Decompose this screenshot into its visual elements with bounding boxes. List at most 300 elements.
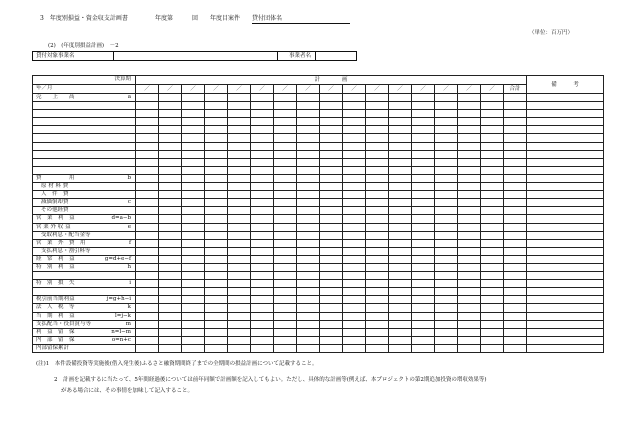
plan-cell[interactable] — [182, 150, 205, 158]
plan-cell[interactable] — [366, 215, 389, 223]
plan-cell[interactable] — [274, 207, 297, 215]
plan-cell[interactable] — [343, 320, 366, 328]
plan-cell[interactable] — [320, 134, 343, 142]
plan-cell[interactable] — [458, 142, 481, 150]
plan-cell[interactable] — [366, 110, 389, 118]
plan-cell[interactable] — [435, 328, 458, 336]
plan-cell[interactable] — [458, 183, 481, 191]
year-month-input-13[interactable]: ／ — [412, 85, 435, 94]
plan-cell[interactable] — [343, 312, 366, 320]
plan-cell[interactable] — [228, 312, 251, 320]
remarks-cell[interactable] — [527, 223, 604, 231]
plan-cell[interactable] — [159, 272, 182, 280]
plan-cell[interactable] — [366, 239, 389, 247]
plan-cell[interactable] — [435, 255, 458, 263]
plan-cell[interactable] — [435, 94, 458, 102]
plan-cell[interactable] — [251, 102, 274, 110]
plan-cell[interactable] — [297, 296, 320, 304]
plan-cell[interactable] — [274, 102, 297, 110]
plan-cell[interactable] — [205, 288, 228, 296]
plan-cell[interactable] — [136, 296, 159, 304]
total-cell[interactable] — [504, 134, 527, 142]
plan-cell[interactable] — [458, 312, 481, 320]
plan-cell[interactable] — [159, 158, 182, 166]
plan-cell[interactable] — [251, 118, 274, 126]
plan-cell[interactable] — [228, 118, 251, 126]
plan-cell[interactable] — [435, 320, 458, 328]
plan-cell[interactable] — [228, 247, 251, 255]
plan-cell[interactable] — [251, 247, 274, 255]
plan-cell[interactable] — [435, 166, 458, 174]
plan-cell[interactable] — [274, 142, 297, 150]
plan-cell[interactable] — [159, 296, 182, 304]
plan-cell[interactable] — [228, 158, 251, 166]
plan-cell[interactable] — [343, 134, 366, 142]
plan-cell[interactable] — [274, 231, 297, 239]
plan-cell[interactable] — [182, 247, 205, 255]
plan-cell[interactable] — [320, 239, 343, 247]
plan-cell[interactable] — [481, 263, 504, 271]
plan-cell[interactable] — [182, 231, 205, 239]
remarks-cell[interactable] — [527, 280, 604, 288]
plan-cell[interactable] — [343, 344, 366, 352]
plan-cell[interactable] — [136, 158, 159, 166]
plan-cell[interactable] — [205, 320, 228, 328]
total-cell[interactable] — [504, 150, 527, 158]
plan-cell[interactable] — [182, 207, 205, 215]
plan-cell[interactable] — [159, 312, 182, 320]
total-cell[interactable] — [504, 102, 527, 110]
plan-cell[interactable] — [458, 231, 481, 239]
plan-cell[interactable] — [320, 102, 343, 110]
plan-cell[interactable] — [320, 336, 343, 344]
plan-cell[interactable] — [251, 134, 274, 142]
plan-cell[interactable] — [458, 239, 481, 247]
plan-cell[interactable] — [412, 174, 435, 182]
plan-cell[interactable] — [205, 94, 228, 102]
year-month-input-11[interactable]: ／ — [366, 85, 389, 94]
remarks-cell[interactable] — [527, 102, 604, 110]
plan-cell[interactable] — [136, 174, 159, 182]
plan-cell[interactable] — [343, 223, 366, 231]
plan-cell[interactable] — [389, 142, 412, 150]
plan-cell[interactable] — [205, 328, 228, 336]
plan-cell[interactable] — [389, 215, 412, 223]
total-cell[interactable] — [504, 207, 527, 215]
plan-cell[interactable] — [182, 199, 205, 207]
plan-cell[interactable] — [412, 215, 435, 223]
total-cell[interactable] — [504, 158, 527, 166]
plan-cell[interactable] — [366, 304, 389, 312]
plan-cell[interactable] — [159, 150, 182, 158]
plan-cell[interactable] — [389, 239, 412, 247]
plan-cell[interactable] — [389, 312, 412, 320]
plan-cell[interactable] — [320, 223, 343, 231]
plan-cell[interactable] — [366, 247, 389, 255]
plan-cell[interactable] — [366, 94, 389, 102]
plan-cell[interactable] — [458, 150, 481, 158]
plan-cell[interactable] — [274, 336, 297, 344]
plan-cell[interactable] — [251, 328, 274, 336]
plan-cell[interactable] — [205, 183, 228, 191]
year-month-input-9[interactable]: ／ — [320, 85, 343, 94]
plan-cell[interactable] — [274, 118, 297, 126]
plan-cell[interactable] — [366, 142, 389, 150]
plan-cell[interactable] — [343, 207, 366, 215]
plan-cell[interactable] — [136, 247, 159, 255]
plan-cell[interactable] — [320, 255, 343, 263]
plan-cell[interactable] — [412, 223, 435, 231]
plan-cell[interactable] — [251, 158, 274, 166]
plan-cell[interactable] — [481, 239, 504, 247]
total-cell[interactable] — [504, 247, 527, 255]
plan-cell[interactable] — [389, 126, 412, 134]
plan-cell[interactable] — [320, 191, 343, 199]
plan-cell[interactable] — [205, 134, 228, 142]
plan-cell[interactable] — [389, 247, 412, 255]
year-month-input-4[interactable]: ／ — [205, 85, 228, 94]
plan-cell[interactable] — [435, 158, 458, 166]
plan-cell[interactable] — [389, 199, 412, 207]
plan-cell[interactable] — [366, 263, 389, 271]
plan-cell[interactable] — [251, 166, 274, 174]
plan-cell[interactable] — [389, 272, 412, 280]
plan-cell[interactable] — [320, 150, 343, 158]
remarks-cell[interactable] — [527, 199, 604, 207]
plan-cell[interactable] — [412, 336, 435, 344]
plan-cell[interactable] — [228, 110, 251, 118]
plan-cell[interactable] — [251, 239, 274, 247]
plan-cell[interactable] — [435, 344, 458, 352]
plan-cell[interactable] — [297, 126, 320, 134]
total-cell[interactable] — [504, 223, 527, 231]
plan-cell[interactable] — [343, 199, 366, 207]
plan-cell[interactable] — [136, 215, 159, 223]
plan-cell[interactable] — [159, 223, 182, 231]
plan-cell[interactable] — [343, 328, 366, 336]
plan-cell[interactable] — [251, 215, 274, 223]
plan-cell[interactable] — [274, 304, 297, 312]
plan-cell[interactable] — [412, 304, 435, 312]
plan-cell[interactable] — [274, 126, 297, 134]
plan-cell[interactable] — [159, 207, 182, 215]
plan-cell[interactable] — [389, 150, 412, 158]
remarks-cell[interactable] — [527, 320, 604, 328]
remarks-cell[interactable] — [527, 215, 604, 223]
plan-cell[interactable] — [320, 215, 343, 223]
plan-cell[interactable] — [320, 231, 343, 239]
plan-cell[interactable] — [159, 344, 182, 352]
plan-cell[interactable] — [320, 296, 343, 304]
plan-cell[interactable] — [389, 102, 412, 110]
plan-cell[interactable] — [435, 296, 458, 304]
plan-cell[interactable] — [136, 207, 159, 215]
plan-cell[interactable] — [435, 263, 458, 271]
plan-cell[interactable] — [228, 336, 251, 344]
plan-cell[interactable] — [481, 231, 504, 239]
plan-cell[interactable] — [481, 344, 504, 352]
remarks-cell[interactable] — [527, 296, 604, 304]
plan-cell[interactable] — [182, 344, 205, 352]
plan-cell[interactable] — [205, 280, 228, 288]
plan-cell[interactable] — [136, 183, 159, 191]
plan-cell[interactable] — [136, 263, 159, 271]
plan-cell[interactable] — [366, 134, 389, 142]
plan-cell[interactable] — [412, 280, 435, 288]
plan-cell[interactable] — [136, 126, 159, 134]
plan-cell[interactable] — [136, 239, 159, 247]
plan-cell[interactable] — [481, 102, 504, 110]
plan-cell[interactable] — [389, 280, 412, 288]
plan-cell[interactable] — [274, 191, 297, 199]
plan-cell[interactable] — [205, 272, 228, 280]
plan-cell[interactable] — [320, 94, 343, 102]
plan-cell[interactable] — [297, 142, 320, 150]
plan-cell[interactable] — [274, 280, 297, 288]
plan-cell[interactable] — [366, 199, 389, 207]
remarks-cell[interactable] — [527, 263, 604, 271]
plan-cell[interactable] — [159, 174, 182, 182]
plan-cell[interactable] — [343, 231, 366, 239]
plan-cell[interactable] — [366, 150, 389, 158]
plan-cell[interactable] — [458, 336, 481, 344]
plan-cell[interactable] — [412, 272, 435, 280]
plan-cell[interactable] — [481, 247, 504, 255]
plan-cell[interactable] — [435, 223, 458, 231]
plan-cell[interactable] — [136, 166, 159, 174]
plan-cell[interactable] — [228, 263, 251, 271]
plan-cell[interactable] — [159, 328, 182, 336]
plan-cell[interactable] — [251, 336, 274, 344]
plan-cell[interactable] — [412, 199, 435, 207]
plan-cell[interactable] — [182, 142, 205, 150]
plan-cell[interactable] — [205, 207, 228, 215]
plan-cell[interactable] — [481, 207, 504, 215]
plan-cell[interactable] — [205, 231, 228, 239]
plan-cell[interactable] — [159, 320, 182, 328]
plan-cell[interactable] — [182, 320, 205, 328]
plan-cell[interactable] — [320, 328, 343, 336]
plan-cell[interactable] — [297, 263, 320, 271]
plan-cell[interactable] — [136, 191, 159, 199]
operator-name-field[interactable] — [316, 52, 357, 61]
plan-cell[interactable] — [389, 344, 412, 352]
plan-cell[interactable] — [274, 296, 297, 304]
project-name-field[interactable] — [113, 52, 277, 61]
year-month-input-3[interactable]: ／ — [182, 85, 205, 94]
plan-cell[interactable] — [136, 223, 159, 231]
plan-cell[interactable] — [458, 223, 481, 231]
total-cell[interactable] — [504, 336, 527, 344]
plan-cell[interactable] — [412, 320, 435, 328]
total-cell[interactable] — [504, 304, 527, 312]
plan-cell[interactable] — [458, 304, 481, 312]
plan-cell[interactable] — [228, 183, 251, 191]
plan-cell[interactable] — [481, 158, 504, 166]
plan-cell[interactable] — [251, 207, 274, 215]
plan-cell[interactable] — [343, 239, 366, 247]
plan-cell[interactable] — [343, 158, 366, 166]
plan-cell[interactable] — [205, 110, 228, 118]
plan-cell[interactable] — [182, 126, 205, 134]
plan-cell[interactable] — [182, 304, 205, 312]
remarks-cell[interactable] — [527, 344, 604, 352]
plan-cell[interactable] — [136, 320, 159, 328]
plan-cell[interactable] — [458, 344, 481, 352]
remarks-cell[interactable] — [527, 272, 604, 280]
plan-cell[interactable] — [458, 191, 481, 199]
plan-cell[interactable] — [205, 166, 228, 174]
plan-cell[interactable] — [412, 263, 435, 271]
plan-cell[interactable] — [228, 94, 251, 102]
plan-cell[interactable] — [205, 142, 228, 150]
plan-cell[interactable] — [458, 110, 481, 118]
plan-cell[interactable] — [274, 94, 297, 102]
plan-cell[interactable] — [205, 239, 228, 247]
plan-cell[interactable] — [320, 263, 343, 271]
plan-cell[interactable] — [481, 255, 504, 263]
plan-cell[interactable] — [159, 94, 182, 102]
plan-cell[interactable] — [366, 344, 389, 352]
plan-cell[interactable] — [458, 166, 481, 174]
plan-cell[interactable] — [228, 174, 251, 182]
plan-cell[interactable] — [251, 191, 274, 199]
plan-cell[interactable] — [182, 312, 205, 320]
plan-cell[interactable] — [297, 166, 320, 174]
plan-cell[interactable] — [136, 142, 159, 150]
plan-cell[interactable] — [320, 158, 343, 166]
plan-cell[interactable] — [412, 239, 435, 247]
remarks-cell[interactable] — [527, 328, 604, 336]
remarks-cell[interactable] — [527, 207, 604, 215]
plan-cell[interactable] — [297, 118, 320, 126]
plan-cell[interactable] — [320, 280, 343, 288]
plan-cell[interactable] — [159, 239, 182, 247]
remarks-cell[interactable] — [527, 336, 604, 344]
plan-cell[interactable] — [136, 255, 159, 263]
total-cell[interactable] — [504, 280, 527, 288]
plan-cell[interactable] — [251, 263, 274, 271]
plan-cell[interactable] — [251, 288, 274, 296]
plan-cell[interactable] — [412, 126, 435, 134]
total-cell[interactable] — [504, 320, 527, 328]
plan-cell[interactable] — [412, 142, 435, 150]
plan-cell[interactable] — [458, 272, 481, 280]
plan-cell[interactable] — [412, 231, 435, 239]
plan-cell[interactable] — [205, 102, 228, 110]
remarks-cell[interactable] — [527, 288, 604, 296]
plan-cell[interactable] — [412, 296, 435, 304]
plan-cell[interactable] — [159, 215, 182, 223]
plan-cell[interactable] — [228, 272, 251, 280]
plan-cell[interactable] — [136, 150, 159, 158]
plan-cell[interactable] — [228, 166, 251, 174]
plan-cell[interactable] — [320, 166, 343, 174]
remarks-cell[interactable] — [527, 126, 604, 134]
remarks-cell[interactable] — [527, 134, 604, 142]
plan-cell[interactable] — [320, 199, 343, 207]
plan-cell[interactable] — [366, 255, 389, 263]
plan-cell[interactable] — [343, 118, 366, 126]
total-cell[interactable] — [504, 344, 527, 352]
plan-cell[interactable] — [366, 336, 389, 344]
plan-cell[interactable] — [458, 174, 481, 182]
plan-cell[interactable] — [389, 207, 412, 215]
remarks-cell[interactable] — [527, 174, 604, 182]
plan-cell[interactable] — [435, 280, 458, 288]
plan-cell[interactable] — [274, 263, 297, 271]
plan-cell[interactable] — [320, 312, 343, 320]
plan-cell[interactable] — [435, 183, 458, 191]
plan-cell[interactable] — [182, 280, 205, 288]
plan-cell[interactable] — [343, 247, 366, 255]
plan-cell[interactable] — [412, 158, 435, 166]
remarks-cell[interactable] — [527, 150, 604, 158]
plan-cell[interactable] — [320, 118, 343, 126]
plan-cell[interactable] — [297, 255, 320, 263]
plan-cell[interactable] — [389, 231, 412, 239]
plan-cell[interactable] — [182, 288, 205, 296]
plan-cell[interactable] — [274, 328, 297, 336]
plan-cell[interactable] — [274, 223, 297, 231]
plan-cell[interactable] — [389, 183, 412, 191]
plan-cell[interactable] — [136, 199, 159, 207]
plan-cell[interactable] — [159, 183, 182, 191]
plan-cell[interactable] — [274, 158, 297, 166]
plan-cell[interactable] — [136, 118, 159, 126]
plan-cell[interactable] — [366, 183, 389, 191]
total-cell[interactable] — [504, 263, 527, 271]
plan-cell[interactable] — [274, 166, 297, 174]
plan-cell[interactable] — [205, 247, 228, 255]
plan-cell[interactable] — [159, 142, 182, 150]
plan-cell[interactable] — [389, 320, 412, 328]
plan-cell[interactable] — [481, 288, 504, 296]
plan-cell[interactable] — [205, 312, 228, 320]
plan-cell[interactable] — [274, 344, 297, 352]
plan-cell[interactable] — [412, 191, 435, 199]
plan-cell[interactable] — [435, 150, 458, 158]
plan-cell[interactable] — [297, 183, 320, 191]
plan-cell[interactable] — [458, 255, 481, 263]
plan-cell[interactable] — [205, 199, 228, 207]
plan-cell[interactable] — [297, 199, 320, 207]
plan-cell[interactable] — [205, 263, 228, 271]
plan-cell[interactable] — [343, 272, 366, 280]
plan-cell[interactable] — [458, 320, 481, 328]
plan-cell[interactable] — [481, 199, 504, 207]
plan-cell[interactable] — [205, 336, 228, 344]
plan-cell[interactable] — [228, 328, 251, 336]
plan-cell[interactable] — [297, 320, 320, 328]
plan-cell[interactable] — [366, 158, 389, 166]
plan-cell[interactable] — [343, 110, 366, 118]
plan-cell[interactable] — [481, 166, 504, 174]
plan-cell[interactable] — [182, 328, 205, 336]
plan-cell[interactable] — [320, 142, 343, 150]
plan-cell[interactable] — [251, 255, 274, 263]
plan-cell[interactable] — [412, 328, 435, 336]
plan-cell[interactable] — [412, 312, 435, 320]
remarks-cell[interactable] — [527, 312, 604, 320]
plan-cell[interactable] — [389, 255, 412, 263]
plan-cell[interactable] — [274, 320, 297, 328]
plan-cell[interactable] — [412, 110, 435, 118]
plan-cell[interactable] — [435, 207, 458, 215]
plan-cell[interactable] — [320, 304, 343, 312]
plan-cell[interactable] — [251, 344, 274, 352]
plan-cell[interactable] — [343, 126, 366, 134]
